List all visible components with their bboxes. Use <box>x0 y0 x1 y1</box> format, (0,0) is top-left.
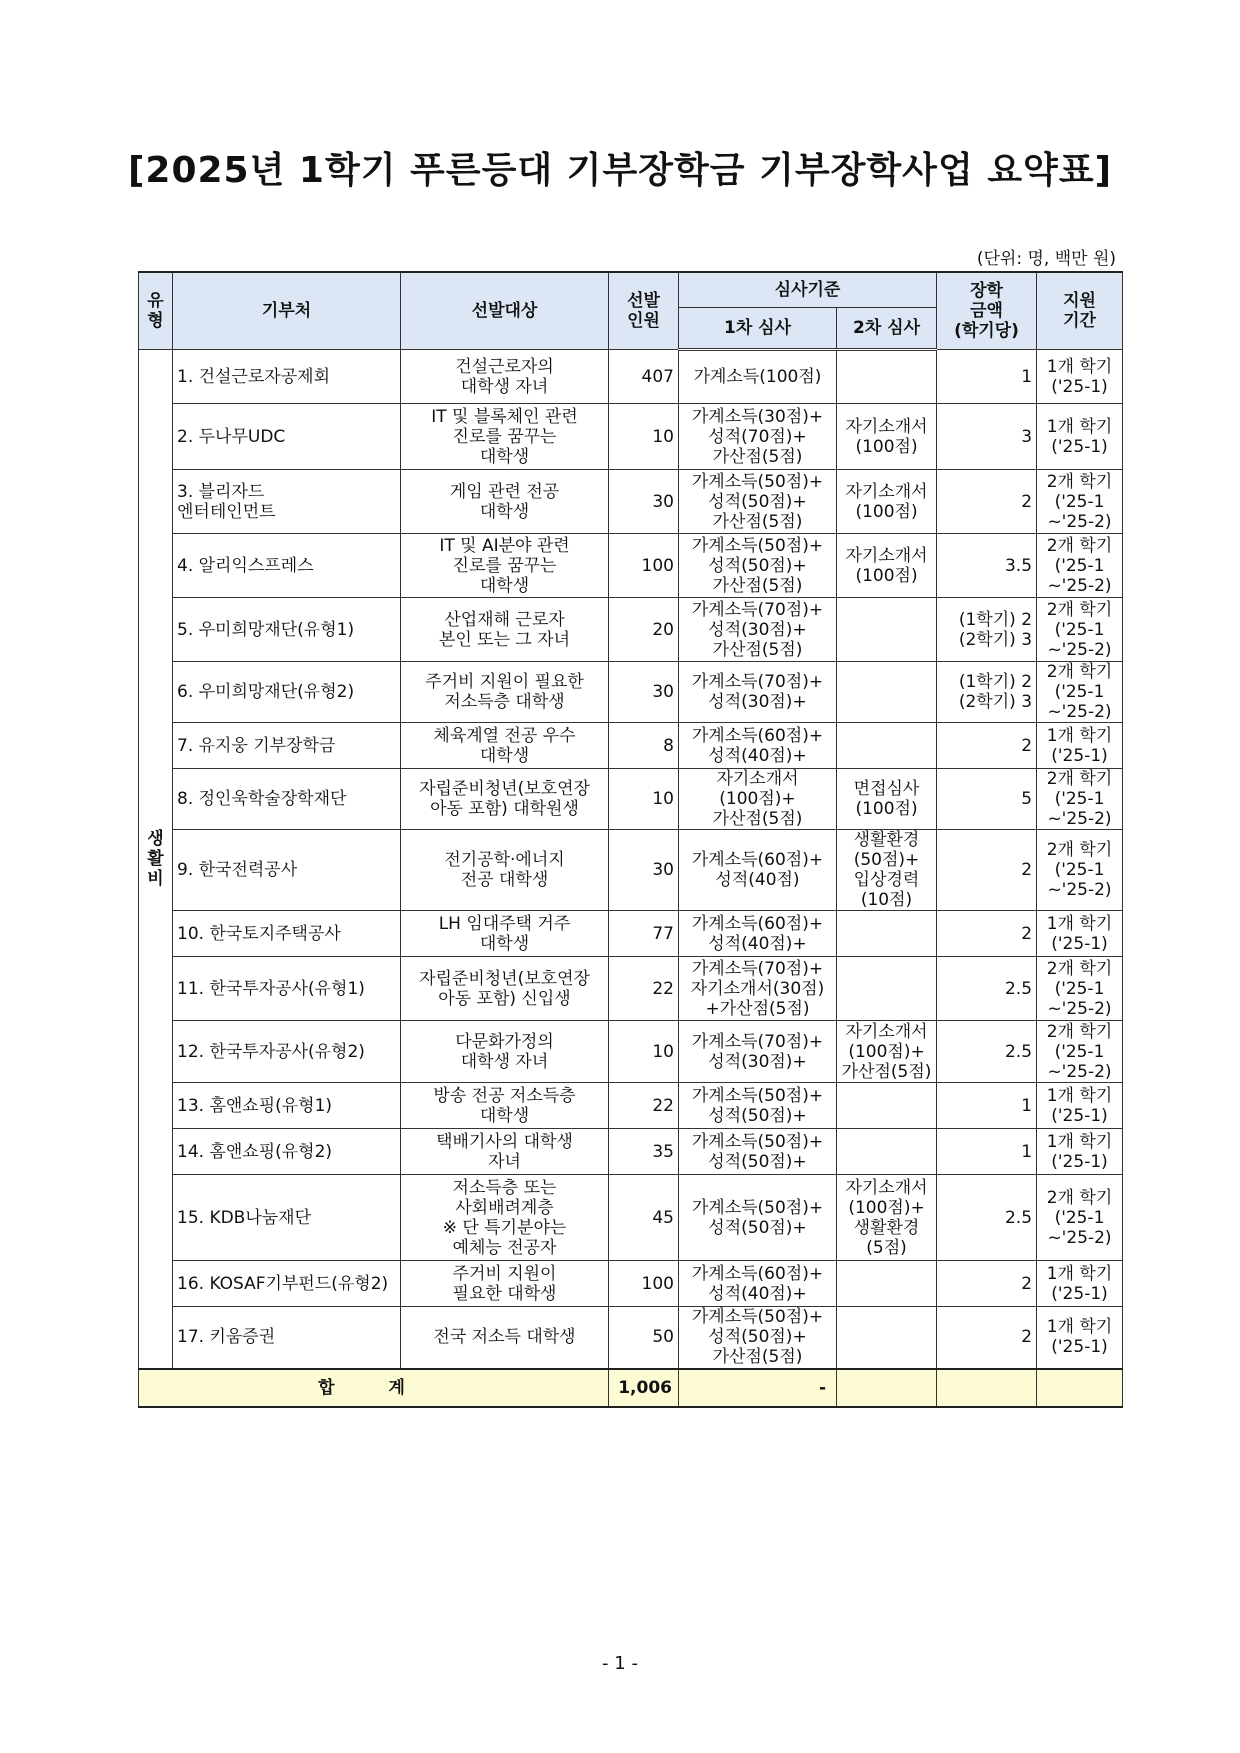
table-row <box>139 404 1123 470</box>
first-review-cell: 가계소득(50점)+ 성적(50점)+ 가산점(5점) <box>679 534 837 598</box>
count-cell: 30 <box>609 470 679 534</box>
first-review-cell: 가계소득(50점)+ 성적(50점)+ <box>679 1175 837 1261</box>
total-label: 합 계 <box>139 1369 609 1407</box>
donor-cell: 13. 홈앤쇼핑(유형1) <box>173 1083 401 1129</box>
target-cell: 주거비 지원이 필요한 저소득층 대학생 <box>401 662 609 723</box>
header-type: 유 형 <box>139 272 173 350</box>
second-review-cell: 자기소개서 (100점) <box>837 534 937 598</box>
target-cell: LH 임대주택 거주 대학생 <box>401 911 609 957</box>
count-cell: 77 <box>609 911 679 957</box>
donor-cell: 7. 유지웅 기부장학금 <box>173 723 401 769</box>
first-review-cell: 가계소득(50점)+ 성적(50점)+ 가산점(5점) <box>679 1307 837 1369</box>
table-body <box>139 350 1123 1407</box>
count-cell: 50 <box>609 1307 679 1369</box>
second-review-cell: 자기소개서 (100점)+ 가산점(5점) <box>837 1021 937 1083</box>
amount-cell: 2 <box>937 1307 1037 1369</box>
table-row <box>139 830 1123 911</box>
period-cell: 2개 학기 ('25-1 ~'25-2) <box>1037 769 1123 830</box>
second-review-cell: 자기소개서 (100점)+ 생활환경 (5점) <box>837 1175 937 1261</box>
amount-cell: 2.5 <box>937 1175 1037 1261</box>
amount-cell: 2 <box>937 1261 1037 1307</box>
donor-cell: 15. KDB나눔재단 <box>173 1175 401 1261</box>
period-cell: 2개 학기 ('25-1 ~'25-2) <box>1037 534 1123 598</box>
amount-cell: 2 <box>937 723 1037 769</box>
total-amount <box>937 1369 1037 1407</box>
first-review-cell: 가계소득(50점)+ 성적(50점)+ <box>679 1129 837 1175</box>
target-cell: 자립준비청년(보호연장 아동 포함) 신입생 <box>401 957 609 1021</box>
count-cell: 407 <box>609 350 679 404</box>
period-cell: 2개 학기 ('25-1 ~'25-2) <box>1037 598 1123 662</box>
header-amount: 장학 금액 (학기당) <box>937 272 1037 350</box>
target-cell: 주거비 지원이 필요한 대학생 <box>401 1261 609 1307</box>
table-row <box>139 1129 1123 1175</box>
period-cell: 1개 학기 ('25-1) <box>1037 350 1123 404</box>
second-review-cell: 자기소개서 (100점) <box>837 404 937 470</box>
count-cell: 100 <box>609 534 679 598</box>
target-cell: IT 및 블록체인 관련 진로를 꿈꾸는 대학생 <box>401 404 609 470</box>
target-cell: 방송 전공 저소득층 대학생 <box>401 1083 609 1129</box>
second-review-cell <box>837 1261 937 1307</box>
count-cell: 35 <box>609 1129 679 1175</box>
period-cell: 1개 학기 ('25-1) <box>1037 911 1123 957</box>
count-cell: 20 <box>609 598 679 662</box>
amount-cell: (1학기) 2 (2학기) 3 <box>937 598 1037 662</box>
table-row <box>139 534 1123 598</box>
period-cell: 2개 학기 ('25-1 ~'25-2) <box>1037 1021 1123 1083</box>
table-row <box>139 911 1123 957</box>
target-cell: 다문화가정의 대학생 자녀 <box>401 1021 609 1083</box>
first-review-cell: 가계소득(50점)+ 성적(50점)+ 가산점(5점) <box>679 470 837 534</box>
amount-cell: 1 <box>937 1083 1037 1129</box>
page-number: - 1 - <box>602 1653 638 1674</box>
count-cell: 10 <box>609 769 679 830</box>
target-cell: 전국 저소득 대학생 <box>401 1307 609 1369</box>
donor-cell: 17. 키움증권 <box>173 1307 401 1369</box>
first-review-cell: 가계소득(70점)+ 성적(30점)+ <box>679 662 837 723</box>
second-review-cell: 자기소개서 (100점) <box>837 470 937 534</box>
period-cell: 1개 학기 ('25-1) <box>1037 1307 1123 1369</box>
period-cell: 1개 학기 ('25-1) <box>1037 1083 1123 1129</box>
first-review-cell: 가계소득(70점)+ 성적(30점)+ 가산점(5점) <box>679 598 837 662</box>
second-review-cell <box>837 1129 937 1175</box>
count-cell: 10 <box>609 1021 679 1083</box>
table-row <box>139 1021 1123 1083</box>
first-review-cell: 가계소득(60점)+ 성적(40점)+ <box>679 723 837 769</box>
target-cell: 체육계열 전공 우수 대학생 <box>401 723 609 769</box>
donor-cell: 9. 한국전력공사 <box>173 830 401 911</box>
donor-cell: 1. 건설근로자공제회 <box>173 350 401 404</box>
count-cell: 100 <box>609 1261 679 1307</box>
donor-cell: 8. 정인욱학술장학재단 <box>173 769 401 830</box>
target-cell: 자립준비청년(보호연장 아동 포함) 대학원생 <box>401 769 609 830</box>
target-cell: 저소득층 또는 사회배려계층 ※ 단 특기분야는 예체능 전공자 <box>401 1175 609 1261</box>
amount-cell: 2 <box>937 470 1037 534</box>
donor-cell: 2. 두나무UDC <box>173 404 401 470</box>
amount-cell: 2.5 <box>937 957 1037 1021</box>
target-cell: 건설근로자의 대학생 자녀 <box>401 350 609 404</box>
total-first-review: - <box>679 1369 837 1407</box>
first-review-cell: 가계소득(70점)+ 성적(30점)+ <box>679 1021 837 1083</box>
amount-cell: 5 <box>937 769 1037 830</box>
donor-cell: 16. KOSAF기부펀드(유형2) <box>173 1261 401 1307</box>
second-review-cell: 생활환경 (50점)+ 입상경력 (10점) <box>837 830 937 911</box>
amount-cell: 3.5 <box>937 534 1037 598</box>
donor-cell: 14. 홈앤쇼핑(유형2) <box>173 1129 401 1175</box>
second-review-cell <box>837 1307 937 1369</box>
first-review-cell: 자기소개서 (100점)+ 가산점(5점) <box>679 769 837 830</box>
target-cell: 게임 관련 전공 대학생 <box>401 470 609 534</box>
table-row <box>139 1175 1123 1261</box>
page-title: [2025년 1학기 푸른등대 기부장학금 기부장학사업 요약표] <box>127 150 1113 191</box>
scholarship-summary-table <box>138 271 1123 1408</box>
period-cell: 2개 학기 ('25-1 ~'25-2) <box>1037 470 1123 534</box>
count-cell: 30 <box>609 662 679 723</box>
table-row <box>139 957 1123 1021</box>
second-review-cell <box>837 598 937 662</box>
category-cell: 생 활 비 <box>139 350 173 1369</box>
donor-cell: 12. 한국투자공사(유형2) <box>173 1021 401 1083</box>
table-row <box>139 1307 1123 1369</box>
total-second-review <box>837 1369 937 1407</box>
second-review-cell: 면접심사 (100점) <box>837 769 937 830</box>
count-cell: 8 <box>609 723 679 769</box>
header-criteria: 심사기준 <box>679 272 937 308</box>
table-row <box>139 598 1123 662</box>
count-cell: 10 <box>609 404 679 470</box>
total-period <box>1037 1369 1123 1407</box>
second-review-cell <box>837 723 937 769</box>
amount-cell: (1학기) 2 (2학기) 3 <box>937 662 1037 723</box>
count-cell: 22 <box>609 957 679 1021</box>
period-cell: 2개 학기 ('25-1 ~'25-2) <box>1037 830 1123 911</box>
total-count: 1,006 <box>609 1369 679 1407</box>
table-row <box>139 470 1123 534</box>
first-review-cell: 가계소득(100점) <box>679 350 837 404</box>
unit-note: (단위: 명, 백만 원) <box>976 249 1116 269</box>
first-review-cell: 가계소득(60점)+ 성적(40점)+ <box>679 911 837 957</box>
count-cell: 45 <box>609 1175 679 1261</box>
header-donor: 기부처 <box>173 272 401 350</box>
target-cell: 산업재해 근로자 본인 또는 그 자녀 <box>401 598 609 662</box>
target-cell: 전기공학·에너지 전공 대학생 <box>401 830 609 911</box>
period-cell: 1개 학기 ('25-1) <box>1037 1261 1123 1307</box>
donor-cell: 6. 우미희망재단(유형2) <box>173 662 401 723</box>
first-review-cell: 가계소득(60점)+ 성적(40점)+ <box>679 1261 837 1307</box>
header-target: 선발대상 <box>401 272 609 350</box>
total-row <box>139 1369 1123 1407</box>
amount-cell: 2.5 <box>937 1021 1037 1083</box>
table-row <box>139 1083 1123 1129</box>
table-row <box>139 350 1123 404</box>
donor-cell: 5. 우미희망재단(유형1) <box>173 598 401 662</box>
header-second-review: 2차 심사 <box>837 308 937 350</box>
target-cell: IT 및 AI분야 관련 진로를 꿈꾸는 대학생 <box>401 534 609 598</box>
first-review-cell: 가계소득(50점)+ 성적(50점)+ <box>679 1083 837 1129</box>
second-review-cell <box>837 957 937 1021</box>
count-cell: 30 <box>609 830 679 911</box>
period-cell: 1개 학기 ('25-1) <box>1037 1129 1123 1175</box>
amount-cell: 2 <box>937 911 1037 957</box>
first-review-cell: 가계소득(70점)+ 자기소개서(30점) +가산점(5점) <box>679 957 837 1021</box>
second-review-cell <box>837 350 937 404</box>
period-cell: 1개 학기 ('25-1) <box>1037 723 1123 769</box>
donor-cell: 3. 블리자드 엔터테인먼트 <box>173 470 401 534</box>
target-cell: 택배기사의 대학생 자녀 <box>401 1129 609 1175</box>
donor-cell: 11. 한국투자공사(유형1) <box>173 957 401 1021</box>
count-cell: 22 <box>609 1083 679 1129</box>
table-row <box>139 723 1123 769</box>
amount-cell: 3 <box>937 404 1037 470</box>
header-period: 지원 기간 <box>1037 272 1123 350</box>
table-row <box>139 769 1123 830</box>
second-review-cell <box>837 1083 937 1129</box>
amount-cell: 2 <box>937 830 1037 911</box>
header-count: 선발 인원 <box>609 272 679 350</box>
period-cell: 2개 학기 ('25-1 ~'25-2) <box>1037 662 1123 723</box>
table-row <box>139 1261 1123 1307</box>
period-cell: 1개 학기 ('25-1) <box>1037 404 1123 470</box>
period-cell: 2개 학기 ('25-1 ~'25-2) <box>1037 1175 1123 1261</box>
table-row <box>139 662 1123 723</box>
amount-cell: 1 <box>937 1129 1037 1175</box>
donor-cell: 10. 한국토지주택공사 <box>173 911 401 957</box>
second-review-cell <box>837 911 937 957</box>
period-cell: 2개 학기 ('25-1 ~'25-2) <box>1037 957 1123 1021</box>
second-review-cell <box>837 662 937 723</box>
header-row-1 <box>139 272 1123 308</box>
first-review-cell: 가계소득(60점)+ 성적(40점) <box>679 830 837 911</box>
donor-cell: 4. 알리익스프레스 <box>173 534 401 598</box>
header-first-review: 1차 심사 <box>679 308 837 350</box>
first-review-cell: 가계소득(30점)+ 성적(70점)+ 가산점(5점) <box>679 404 837 470</box>
amount-cell: 1 <box>937 350 1037 404</box>
